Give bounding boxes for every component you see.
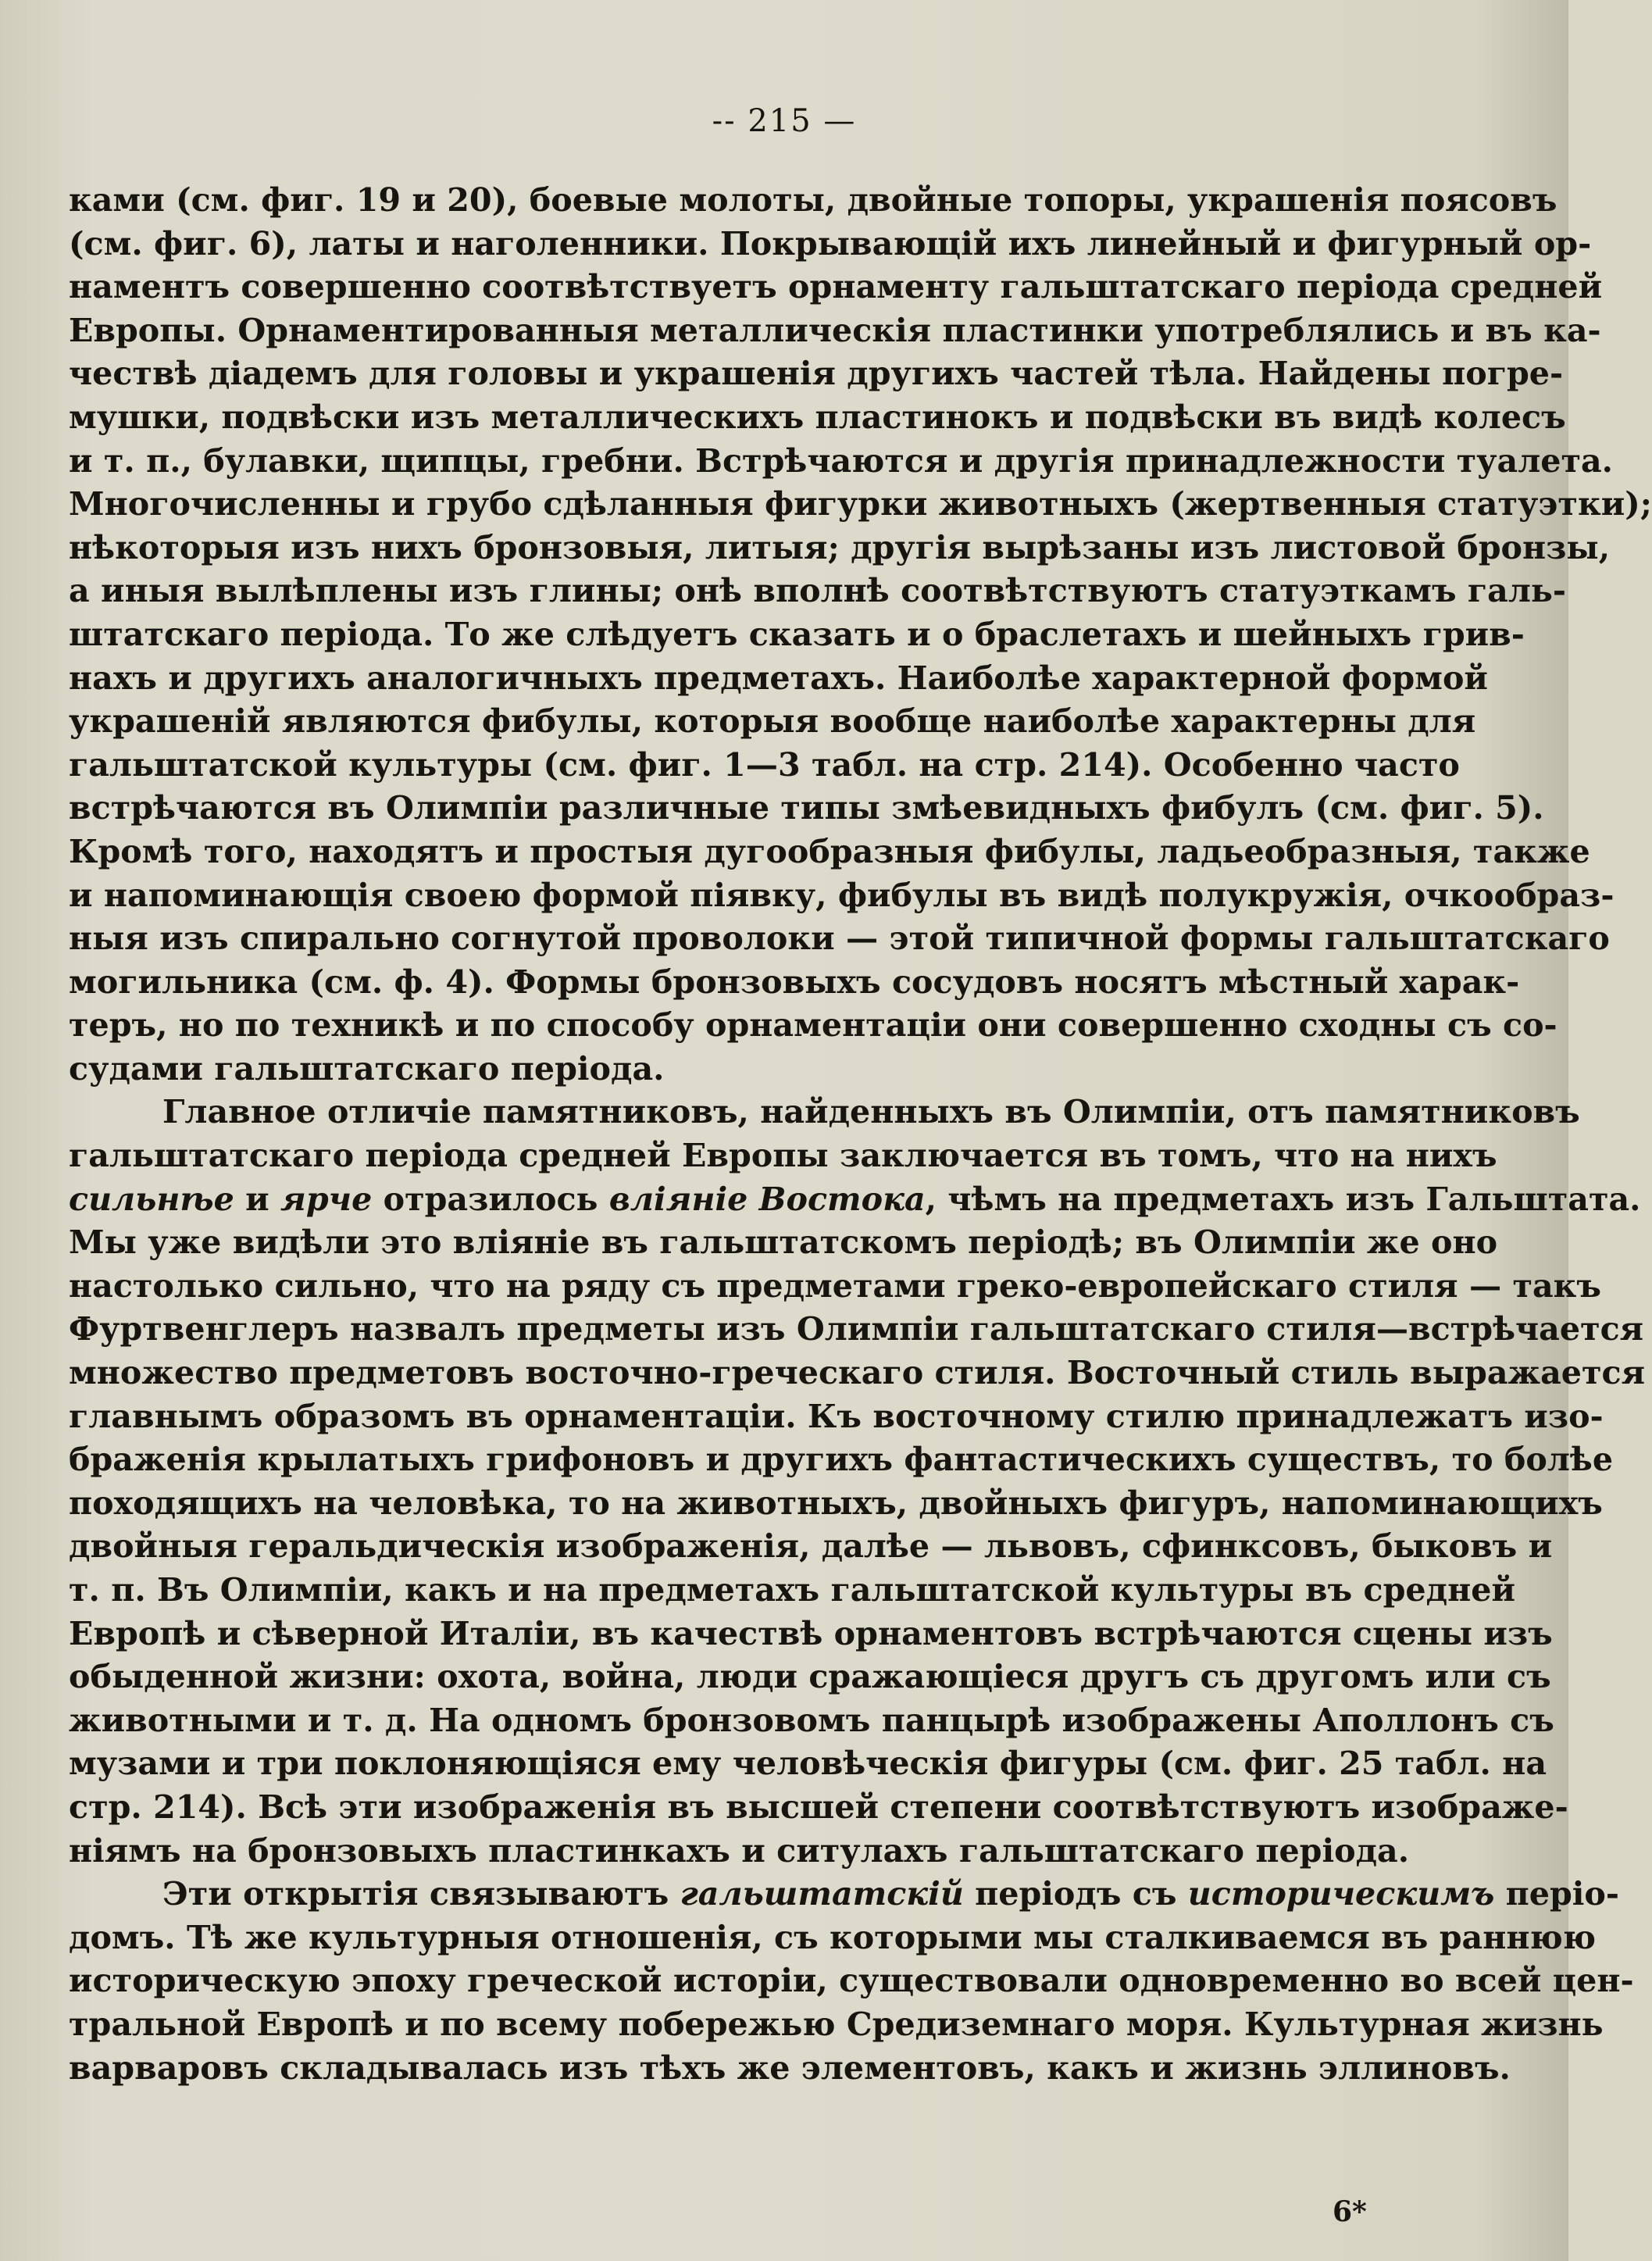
text-line: нѣкоторыя изъ нихъ бронзовыя, литыя; другія вырѣзаны изъ листовой бронзы, bbox=[69, 527, 1611, 566]
text-line: а иныя вылѣплены изъ глины; онѣ вполнѣ соотвѣтствуютъ статуэткамъ галь- bbox=[69, 571, 1566, 610]
text-line: чествѣ діадемъ для головы и украшенія другихъ частей тѣла. Найдены погре- bbox=[69, 354, 1564, 393]
text-line: встрѣчаются въ Олимпіи различные типы змѣевидныхъ фибулъ (см. фиг. 5). bbox=[69, 788, 1544, 827]
text-line: тральной Европѣ и по всему побережью Средиземнаго моря. Культурная жизнь bbox=[69, 2004, 1604, 2043]
text-line: животными и т. д. На одномъ бронзовомъ панцырѣ изображены Аполлонъ съ bbox=[69, 1700, 1554, 1739]
text-fragment: отразилось bbox=[372, 1179, 609, 1218]
text-line: Кромѣ того, находятъ и простыя дугообразныя фибулы, ладьеобразныя, также bbox=[69, 831, 1590, 870]
text-line: нахъ и другихъ аналогичныхъ предметахъ. Наиболѣе характерной формой bbox=[69, 658, 1488, 697]
text-line: гальштатскаго періода средней Европы заключается въ томъ, что на нихъ bbox=[69, 1136, 1497, 1175]
signature-mark: 6* bbox=[1333, 2195, 1367, 2228]
text-line: музами и три поклоняющіяся ему человѣческія фигуры (см. фиг. 25 табл. на bbox=[69, 1744, 1547, 1783]
text-line: теръ, но по техникѣ и по способу орнаментаціи они совершенно сходны съ со- bbox=[69, 1005, 1557, 1045]
emphasized-text: историческимъ bbox=[1187, 1874, 1495, 1913]
text-line: стр. 214). Всѣ эти изображенія въ высшей степени соотвѣтствуютъ изображе- bbox=[69, 1787, 1568, 1826]
body-text bbox=[69, 178, 1652, 2089]
text-line: Фуртвенглеръ назвалъ предметы изъ Олимпіи гальштатскаго стиля—встрѣчается bbox=[69, 1309, 1644, 1348]
text-line: Главное отличіе памятниковъ, найденныхъ въ Олимпіи, отъ памятниковъ bbox=[162, 1092, 1580, 1131]
text-line: т. п. Въ Олимпіи, какъ и на предметахъ гальштатской культуры въ средней bbox=[69, 1570, 1515, 1609]
text-line bbox=[69, 1177, 1641, 1221]
text-line: и напоминающія своею формой піявку, фибулы въ видѣ полукружія, очкообраз- bbox=[69, 875, 1615, 914]
text-line: множество предметовъ восточно-греческаго стиля. Восточный стиль выражается bbox=[69, 1353, 1646, 1392]
text-line: варваровъ складывалась изъ тѣхъ же элементовъ, какъ и жизнь эллиновъ. bbox=[69, 2048, 1511, 2087]
text-line: Европы. Орнаментированныя металлическія пластинки употреблялись и въ ка- bbox=[69, 310, 1601, 349]
text-fragment: Эти открытія связываютъ bbox=[162, 1874, 680, 1913]
emphasized-text: ярче bbox=[280, 1179, 373, 1218]
text-fragment: , чѣмъ на предметахъ изъ Гальштата. bbox=[925, 1179, 1641, 1218]
text-line: Европѣ и сѣверной Италіи, въ качествѣ орнаментовъ встрѣчаются сцены изъ bbox=[69, 1613, 1553, 1652]
text-line: (см. фиг. 6), латы и наголенники. Покрывающій ихъ линейный и фигурный ор- bbox=[69, 223, 1592, 263]
text-line: ныя изъ спирально согнутой проволоки — этой типичной формы гальштатскаго bbox=[69, 919, 1610, 958]
text-line bbox=[69, 1872, 1619, 1916]
text-line: штатскаго періода. То же слѣдуетъ сказать и о браслетахъ и шейныхъ грив- bbox=[69, 614, 1525, 653]
text-line: судами гальштатскаго періода. bbox=[69, 1048, 665, 1088]
text-line: Многочисленны и грубо сдѣланныя фигурки животныхъ (жертвенныя статуэтки); bbox=[69, 484, 1652, 523]
text-line: настолько сильно, что на ряду съ предметами греко-европейскаго стиля — такъ bbox=[69, 1266, 1602, 1305]
text-line: ніямъ на бронзовыхъ пластинкахъ и ситулахъ гальштатскаго періода. bbox=[69, 1831, 1410, 1870]
text-fragment: періодъ съ bbox=[963, 1874, 1188, 1913]
text-line: и т. п., булавки, щипцы, гребни. Встрѣчаются и другія принадлежности туалета. bbox=[69, 441, 1613, 480]
text-line: браженія крылатыхъ грифоновъ и другихъ фантастическихъ существъ, то болѣе bbox=[69, 1440, 1614, 1479]
text-line: украшеній являются фибулы, которыя вообще наиболѣе характерны для bbox=[69, 702, 1476, 741]
text-line: Мы уже видѣли это вліяніе въ гальштатскомъ періодѣ; въ Олимпіи же оно bbox=[69, 1223, 1498, 1262]
text-line: ками (см. фиг. 19 и 20), боевые молоты, двойные топоры, украшенія поясовъ bbox=[69, 180, 1557, 219]
text-fragment: періо- bbox=[1494, 1874, 1619, 1913]
text-line: могильника (см. ф. 4). Формы бронзовыхъ сосудовъ носятъ мѣстный харак- bbox=[69, 962, 1520, 1001]
emphasized-text: вліяніе Востока bbox=[608, 1179, 926, 1218]
page-number: -- 215 — bbox=[712, 103, 857, 139]
text-line: домъ. Тѣ же культурныя отношенія, съ которыми мы сталкиваемся въ раннюю bbox=[69, 1917, 1596, 1956]
text-fragment: и bbox=[234, 1179, 281, 1218]
text-line: гальштатской культуры (см. фиг. 1—3 табл. на стр. 214). Особенно часто bbox=[69, 745, 1460, 784]
emphasized-text: сильнѣе bbox=[69, 1179, 234, 1218]
text-line: наментъ совершенно соотвѣтствуетъ орнаменту гальштатскаго періода средней bbox=[69, 267, 1603, 306]
text-line: двойныя геральдическія изображенія, далѣе — львовъ, сфинксовъ, быковъ и bbox=[69, 1527, 1553, 1566]
text-line: обыденной жизни: охота, война, люди сражающіеся другъ съ другомъ или съ bbox=[69, 1657, 1551, 1696]
emphasized-text: гальштатскій bbox=[680, 1874, 964, 1913]
text-line: главнымъ образомъ въ орнаментаціи. Къ восточному стилю принадлежатъ изо- bbox=[69, 1396, 1604, 1435]
text-line: мушки, подвѣски изъ металлическихъ пластинокъ и подвѣски въ видѣ колесъ bbox=[69, 397, 1566, 436]
text-line: походящихъ на человѣка, то на животныхъ, двойныхъ фигуръ, напоминающихъ bbox=[69, 1483, 1603, 1522]
text-line: историческую эпоху греческой исторіи, существовали одновременно во всей цен- bbox=[69, 1961, 1634, 2000]
